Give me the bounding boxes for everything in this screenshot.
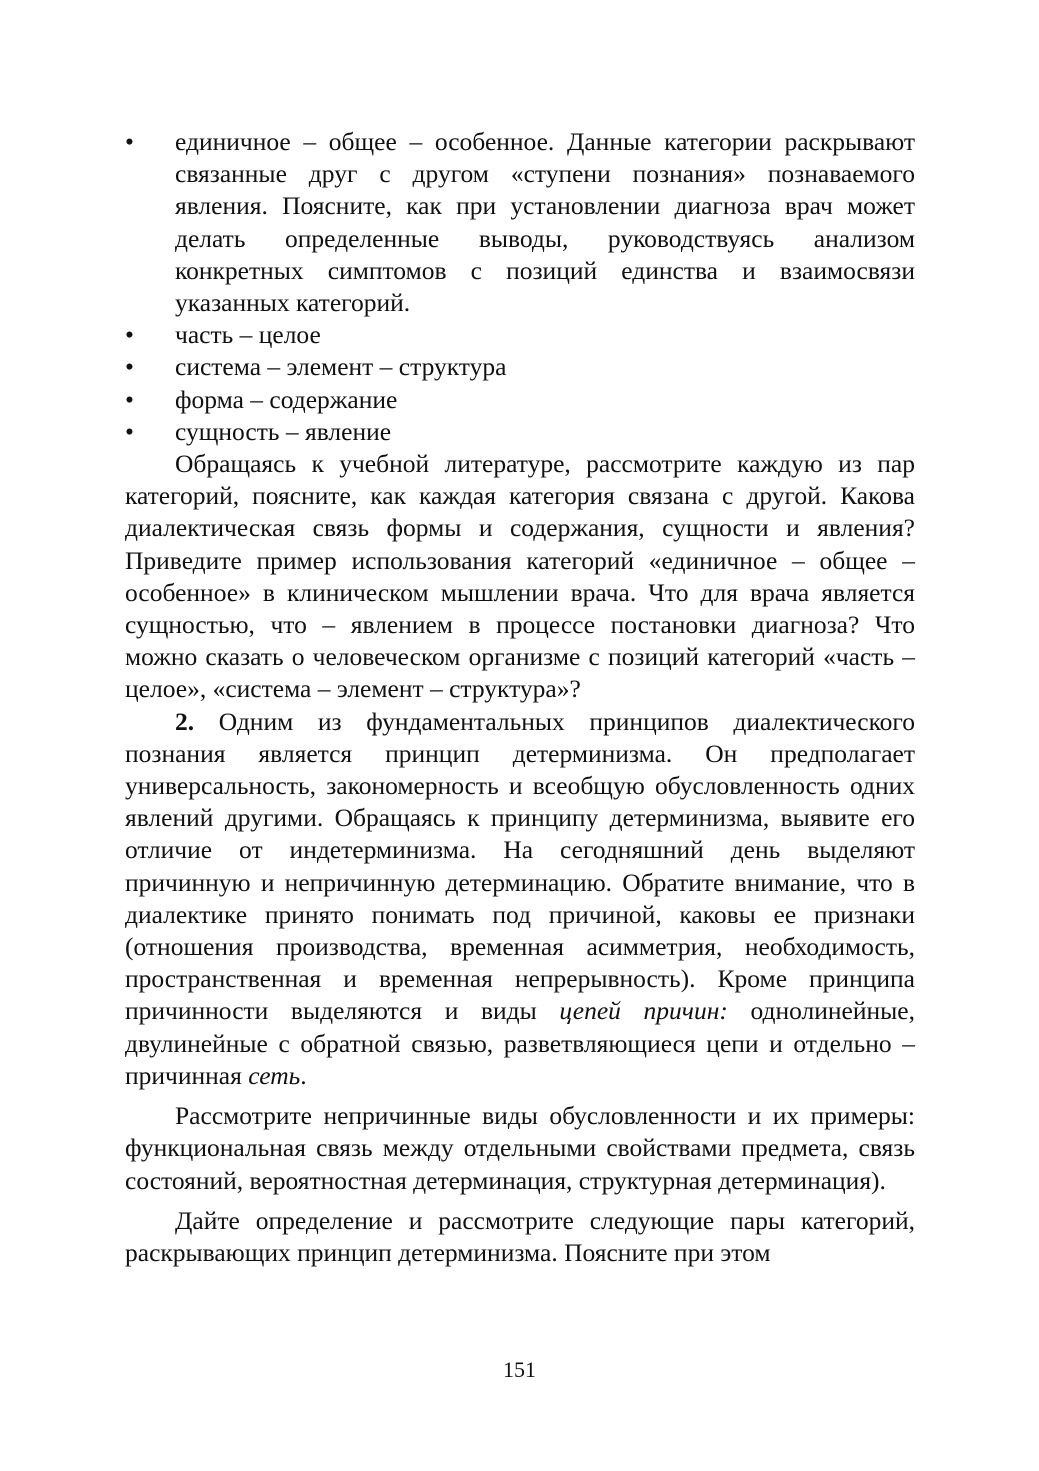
page-number: 151	[503, 1357, 536, 1382]
task-number: 2.	[175, 706, 195, 736]
page-body	[125, 126, 915, 1269]
bullet-mark: •	[125, 127, 134, 156]
paragraph-text: однолинейные, двулинейные с обратной связью, разветвляющиеся цепи и отдельно – причинная	[125, 996, 915, 1090]
bullet-mark: •	[125, 320, 134, 350]
list-item	[125, 351, 915, 383]
list-item-text: единичное – общее – особенное. Данные категории раскрывают связанные друг с другом «ступени познания» познаваемого явления. Поясните, как при установлении диагноза врач может делать определенные выводы, руководствуясь анализом конкретных симптомов с позиций единства и взаимосвязи указанных категорий.	[175, 127, 915, 318]
paragraph-text: .	[300, 1060, 307, 1090]
list-item-text: часть – целое	[175, 320, 321, 350]
category-bullet-list	[125, 126, 915, 448]
list-item-text: сущность – явление	[175, 416, 392, 446]
list-item	[125, 416, 915, 448]
bullet-mark: •	[125, 384, 134, 414]
list-item-text: система – элемент – структура	[175, 352, 507, 382]
list-item	[125, 126, 915, 319]
paragraph-text: Одним из фундаментальных принципов диалектического познания является принцип детерминизма. Он предполагает универсальность, закономерность и всеобщую обусловленность одних явлений другими. Обращаясь к принципу детерминизма, выявите его отличие от индетерминизма. На сегодняшний день выделяют причинную и непричинную детерминацию. Обратите внимание, что в диалектике принято понимать под причиной, каковы ее признаки (отношения производства, временная асимметрия, необходимость, пространственная и временная непрерывность). Кроме принципа причинности выделяются и виды	[125, 706, 915, 1026]
bullet-mark: •	[125, 352, 134, 382]
italic-term: цепей причин:	[559, 996, 728, 1026]
list-item-text: форма – содержание	[175, 384, 398, 414]
bullet-mark: •	[125, 416, 134, 446]
paragraph-definitions: Дайте определение и рассмотрите следующие пары категорий, раскрывающих принцип детерминизма. Поясните при этом	[125, 1205, 915, 1267]
paragraph-categories-task: Обращаясь к учебной литературе, рассмотрите каждую из пар категорий, поясните, как каждая категория связана с другой. Какова диалектическая связь формы и содержания, сущности и явления? Приведите пример использования категорий «единичное – общее – особенное» в клиническом мышлении врача. Что для врача является сущностью, что – явлением в процессе постановки диагноза? Что можно сказать о человеческом организме с позиций категорий «часть – целое», «система – элемент – структура»?	[125, 449, 915, 704]
italic-term: сеть	[248, 1060, 301, 1090]
list-item	[125, 319, 915, 351]
list-item	[125, 384, 915, 416]
paragraph-noncausal: Рассмотрите непричинные виды обусловленности и их примеры: функциональная связь между отдельными свойствами предмета, связь состояний, вероятностная детерминация, структурная детерминация).	[125, 1101, 915, 1195]
paragraph-determinism	[125, 706, 915, 1092]
